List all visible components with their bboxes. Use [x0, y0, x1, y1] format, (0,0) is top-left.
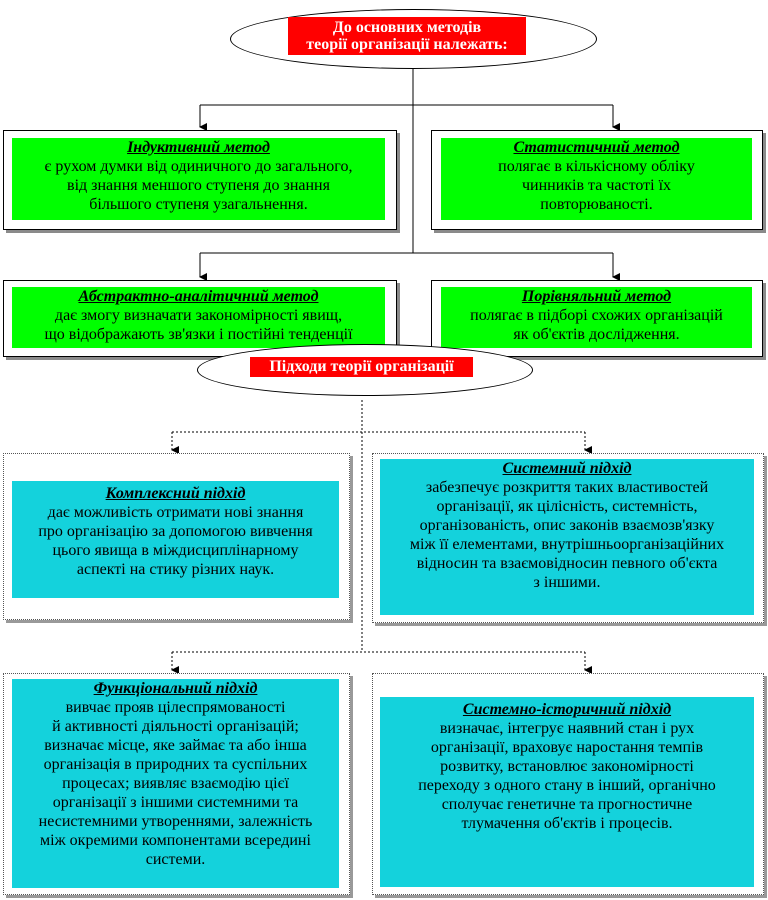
- systemic-approach-panel: [380, 459, 754, 615]
- abstract-method-line: що відображають зв'язки і постійні тенденції: [44, 326, 353, 343]
- systemic-approach-line: організації, як цілісність, системність,: [436, 498, 698, 515]
- header-title: [288, 17, 526, 55]
- historical-approach-line: розвитку, встановлює закономірності: [440, 758, 694, 775]
- header-title-line1: До основних методів: [332, 19, 482, 36]
- functional-approach-line: між окремими компонентами всередині: [40, 832, 311, 849]
- historical-approach-title: Системно-історичний підхід: [462, 701, 672, 718]
- complex-approach-panel: [12, 481, 339, 598]
- historical-approach-line: переходу з одного стану в інший, органічно: [418, 777, 716, 794]
- complex-approach-line: цього явища в міждисциплінарному: [52, 542, 299, 559]
- complex-approach-line: про організацію за допомогою вивчення: [38, 523, 313, 540]
- approaches-title: Підходи теорії організації: [250, 357, 473, 377]
- functional-approach-line: організація в природних та суспільних: [43, 756, 308, 773]
- complex-approach-title: Комплексний підхід: [105, 485, 246, 502]
- functional-approach-line: несистемними утвореннями, залежність: [38, 813, 313, 830]
- systemic-approach-line: відносин та взаємовідносин певного об'єкта: [416, 555, 718, 572]
- abstract-method-line: дає змогу визначати закономірності явищ,: [54, 307, 343, 324]
- complex-approach-line: дає можливість отримати нові знання: [47, 504, 304, 521]
- abstract-method-title: Абстрактно-аналітичний метод: [78, 288, 319, 305]
- systemic-approach-line: з іншими.: [533, 574, 601, 591]
- comparative-method-line: полягає в підборі схожих організацій: [470, 307, 723, 324]
- historical-approach-line: визначає, інтегрує наявний стан і рух: [439, 720, 695, 737]
- systemic-approach-line: забезпечує розкриття таких властивостей: [425, 479, 709, 496]
- historical-approach-line: тлумачення об'єктів і процесів.: [461, 815, 673, 832]
- statistical-method-panel: [441, 138, 752, 220]
- inductive-method-panel: [12, 138, 385, 220]
- comparative-method-line: як об'єктів дослідження.: [513, 326, 680, 343]
- functional-approach-line: й активності діяльності організацій;: [52, 718, 299, 735]
- inductive-method-line: є рухом думки від одиничного до загального,: [44, 158, 353, 175]
- statistical-method-title: Статистичний метод: [513, 139, 680, 156]
- statistical-method-line: полягає в кількісному обліку: [498, 158, 695, 175]
- functional-approach-panel: [12, 679, 339, 888]
- functional-approach-line: організації з іншими системними та: [52, 794, 299, 811]
- systemic-approach-line: між її елементами, внутрішньоорганізаційних: [409, 536, 725, 553]
- functional-approach-line: вивчає прояв цілеспрямованості: [65, 699, 286, 716]
- complex-approach-line: аспекті на стику різних наук.: [76, 561, 275, 578]
- historical-approach-line: організації, враховує наростання темпів: [430, 739, 704, 756]
- header-title-line2: теорії організації належать:: [306, 36, 508, 53]
- inductive-method-line: від знання меншого ступеня до знання: [67, 177, 330, 194]
- abstract-method-panel: [12, 287, 385, 348]
- functional-approach-title: Функціональний підхід: [93, 680, 258, 697]
- historical-approach-line: сполучає генетичне та прогностичне: [441, 796, 693, 813]
- inductive-method-title: Індуктивний метод: [127, 139, 270, 156]
- comparative-method-title: Порівняльний метод: [521, 288, 672, 305]
- systemic-approach-line: організованість, опис законів взаємозв'язку: [419, 517, 715, 534]
- statistical-method-line: чинників та частоті їх: [521, 177, 672, 194]
- functional-approach-line: процесах; виявляє взаємодію цієї: [62, 775, 289, 792]
- historical-approach-panel: [380, 697, 754, 887]
- comparative-method-panel: [441, 287, 752, 348]
- functional-approach-line: визначає місце, яке займає та або інша: [44, 737, 307, 754]
- functional-approach-line: системи.: [145, 851, 206, 868]
- inductive-method-line: більшого ступеня узагальнення.: [89, 196, 308, 213]
- systemic-approach-title: Системний підхід: [502, 460, 632, 477]
- statistical-method-line: повторюваності.: [540, 196, 653, 213]
